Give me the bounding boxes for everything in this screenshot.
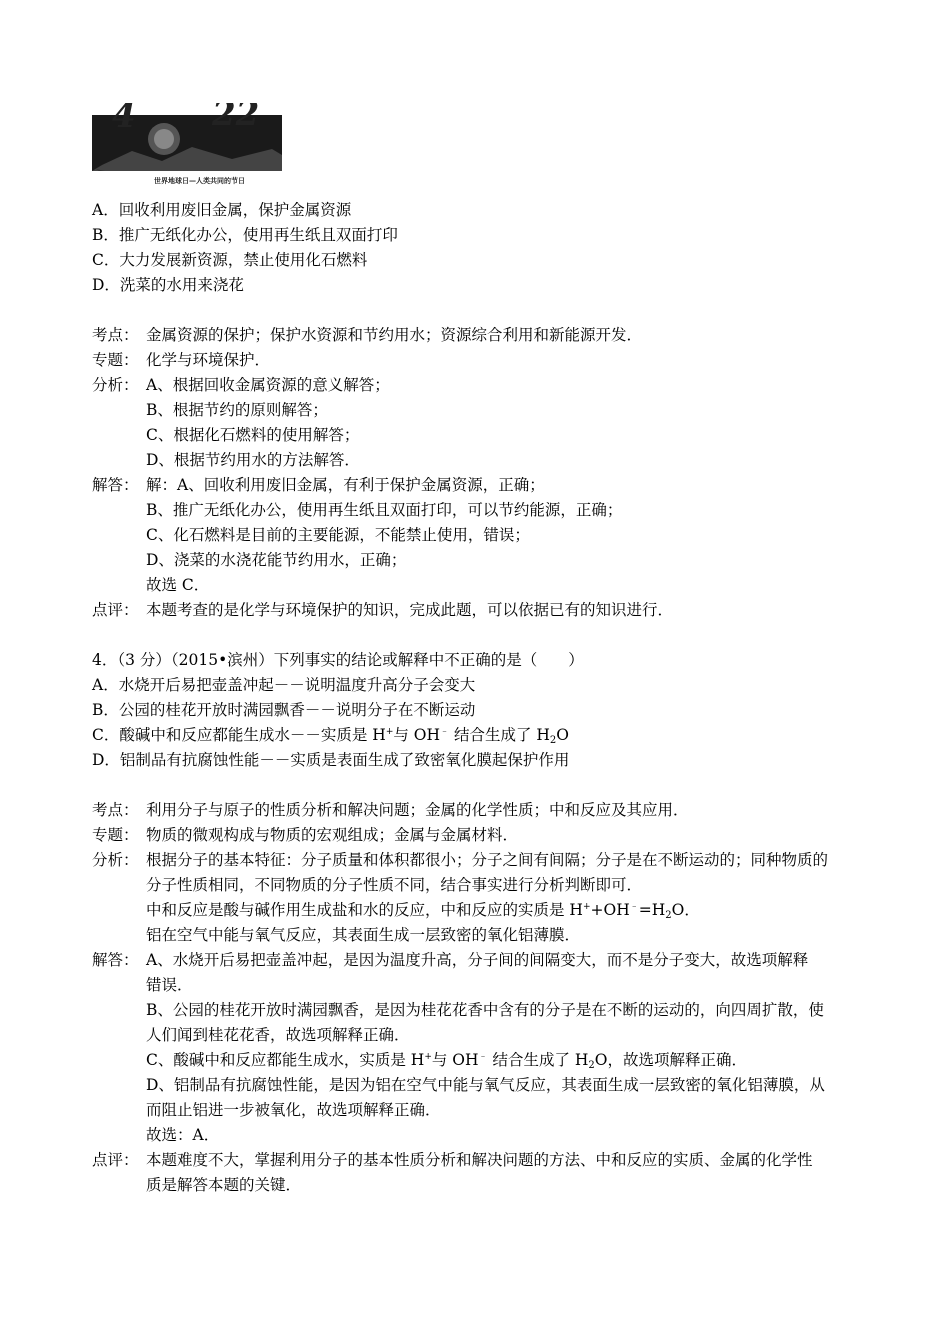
- q4-option-d: D．铝制品有抗腐蚀性能－－实质是表面生成了致密氧化膜起保护作用: [92, 751, 570, 769]
- q3-fenxi-line: D、根据节约用水的方法解答．: [146, 451, 360, 469]
- q4-fenxi-line: 根据分子的基本特征：分子质量和体积都很小；分子之间有间隔；分子是在不断运动的；同种物质的: [146, 851, 829, 869]
- q3-option-c: C．大力发展新资源，禁止使用化石燃料: [92, 251, 368, 269]
- q3-dianping: 本题考查的是化学与环境保护的知识，完成此题，可以依据已有的知识进行．: [146, 601, 674, 619]
- q3-zhuanti: 化学与环境保护．: [146, 351, 271, 369]
- q3-jieda-line: C、化石燃料是目前的主要能源，不能禁止使用，错误；: [146, 526, 530, 544]
- q3-fenxi-line: B、根据节约的原则解答；: [146, 401, 328, 419]
- q3-jieda-line: 故选 C．: [146, 576, 210, 594]
- q3-jieda-line: B、推广无纸化办公，使用再生纸且双面打印，可以节约能源，正确；: [146, 501, 623, 519]
- q4-zhuanti: 物质的微观构成与物质的宏观组成；金属与金属材料．: [146, 826, 519, 844]
- q4-jieda-line: 错误．: [146, 976, 193, 994]
- q4-jieda-line: C、酸碱中和反应都能生成水，实质是 H+与 OH﹣ 结合生成了 $H_2O$，故选项解释正确．: [146, 1051, 747, 1071]
- q4-kaodian-label: 考点：: [92, 801, 139, 819]
- q4-dianping-line: 本题难度不大，掌握利用分子的基本性质分析和解决问题的方法、中和反应的实质、金属的化学性: [146, 1151, 813, 1169]
- svg-text:4: 4: [112, 103, 136, 136]
- q3-kaodian-label: 考点：: [92, 326, 139, 344]
- q4-fenxi-label: 分析：: [92, 851, 139, 869]
- q3-fenxi-line: C、根据化石燃料的使用解答；: [146, 426, 360, 444]
- q3-fenxi-label: 分析：: [92, 376, 139, 394]
- q3-jieda-label: 解答：: [92, 476, 139, 494]
- q4-fenxi-line: 分子性质相同，不同物质的分子性质不同，结合事实进行分析判断即可．: [146, 876, 643, 894]
- q4-option-b: B．公园的桂花开放时满园飘香－－说明分子在不断运动: [92, 701, 476, 719]
- q4-jieda-line: 人们闻到桂花花香，故选项解释正确．: [146, 1026, 410, 1044]
- q4-jieda-line: 而阻止铝进一步被氧化，故选项解释正确．: [146, 1101, 441, 1119]
- q4-zhuanti-label: 专题：: [92, 826, 139, 844]
- q3-zhuanti-label: 专题：: [92, 351, 139, 369]
- q4-fenxi-line: 中和反应是酸与碱作用生成盐和水的反应，中和反应的实质是 $H^++OH^﹣=H_2O$．: [146, 901, 700, 921]
- q3-jieda-line: 解：A、回收利用废旧金属，有利于保护金属资源，正确；: [146, 476, 545, 494]
- q4-dianping-line: 质是解答本题的关键．: [146, 1176, 302, 1194]
- q4-jieda-label: 解答：: [92, 951, 139, 969]
- q4-jieda-line: 故选：A．: [146, 1126, 220, 1144]
- q3-jieda-line: D、浇菜的水浇花能节约用水，正确；: [146, 551, 407, 569]
- q4-kaodian: 利用分子与原子的性质分析和解决问题；金属的化学性质；中和反应及其应用．: [146, 801, 689, 819]
- q4-option-c: C．酸碱中和反应都能生成水－－实质是 H+与 OH﹣ 结合生成了 $H_2O$: [92, 726, 569, 746]
- q4-jieda-line: D、铝制品有抗腐蚀性能，是因为铝在空气中能与氧气反应，其表面生成一层致密的氧化铝薄膜，从: [146, 1076, 825, 1094]
- q4-option-a: A．水烧开后易把壶盖冲起－－说明温度升高分子会变大: [92, 676, 476, 694]
- q4-dianping-label: 点评：: [92, 1151, 139, 1169]
- q4-fenxi-line: 铝在空气中能与氧气反应，其表面生成一层致密的氧化铝薄膜．: [146, 926, 581, 944]
- q3-kaodian: 金属资源的保护；保护水资源和节约用水；资源综合利用和新能源开发．: [146, 326, 643, 344]
- q3-option-a: A．回收利用废旧金属，保护金属资源: [92, 201, 352, 219]
- q4-jieda-line: B、公园的桂花开放时满园飘香，是因为桂花花香中含有的分子是在不断的运动的，向四周扩散，使: [146, 1001, 824, 1019]
- q4-stem: 4．（3 分）（2015•滨州）下列事实的结论或解释中不正确的是（ ）: [92, 651, 584, 669]
- q3-option-b: B．推广无纸化办公，使用再生纸且双面打印: [92, 226, 398, 244]
- q3-fenxi-line: A、根据回收金属资源的意义解答；: [146, 376, 390, 394]
- q3-dianping-label: 点评：: [92, 601, 139, 619]
- earth-day-poster-image: [92, 103, 282, 189]
- q4-jieda-line: A、水烧开后易把壶盖冲起，是因为温度升高，分子间的间隔变大，而不是分子变大，故选项解释: [146, 951, 809, 969]
- svg-text:22: 22: [212, 103, 260, 134]
- poster-caption: 世界地球日—人类共同的节日: [154, 177, 245, 185]
- q3-option-d: D．洗菜的水用来浇花: [92, 276, 244, 294]
- poster-graphic: [92, 103, 282, 189]
